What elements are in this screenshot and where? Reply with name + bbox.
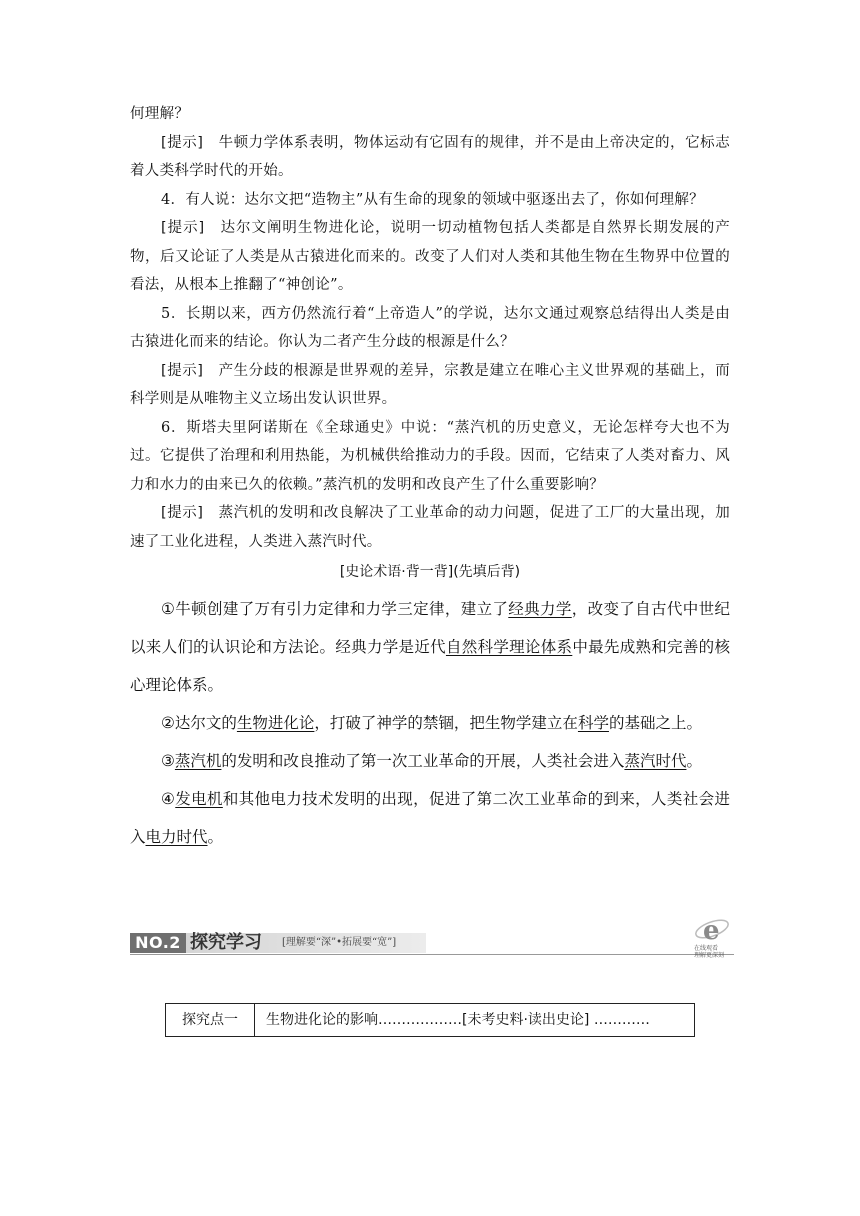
explore-point-topic: 生物进化论的影响………………[未考史料·读出史论] ………… bbox=[266, 1012, 650, 1028]
banner-title: 探究学习 bbox=[190, 932, 262, 953]
svg-text:e: e bbox=[703, 916, 720, 946]
answer-hint bbox=[130, 214, 730, 300]
document-body bbox=[130, 100, 730, 856]
hint-label: [提示] bbox=[161, 505, 204, 521]
hint-text: 产生分歧的根源是世界观的差异，宗教是建立在唯心主义世界观的基础上，而科学则是从唯物主义立场出发认识世界。 bbox=[130, 362, 730, 407]
banner-divider bbox=[130, 954, 734, 955]
banner-subtitle: [理解要“深”•拓展要“宽”] bbox=[282, 937, 397, 948]
question-5: 5．长期以来，西方仍然流行着“上帝造人”的学说，达尔文通过观察总结得出人类是由古猿进化而来的结论。你认为二者产生分歧的根源是什么？ bbox=[130, 305, 730, 350]
blank-answer: 自然科学理论体系 bbox=[445, 638, 573, 656]
banner-number: NO.2 bbox=[130, 933, 186, 953]
blank-answer: 蒸汽机 bbox=[174, 752, 222, 770]
recite-item-2: ②达尔文的生物进化论，打破了神学的禁锢，把生物学建立在科学的基础之上。 bbox=[161, 714, 702, 732]
hint-text: 蒸汽机的发明和改良解决了工业革命的动力问题，促进了工厂的大量出现，加速了工业化进程，人类进入蒸汽时代。 bbox=[130, 505, 730, 550]
blank-answer: 电力时代 bbox=[145, 828, 208, 846]
answer-hint bbox=[130, 499, 730, 556]
question-4: 4．有人说：达尔文把“造物主”从有生命的现象的领域中驱逐出去了，你如何理解？ bbox=[161, 191, 704, 208]
answer-hint bbox=[130, 357, 730, 414]
logo-caption: 在线观看 理解更深刻 bbox=[694, 945, 725, 959]
blank-answer: 发电机 bbox=[175, 790, 223, 808]
hint-label: [提示] bbox=[161, 220, 205, 236]
explore-point-label: 探究点一 bbox=[166, 1004, 255, 1036]
answer-hint bbox=[130, 129, 730, 186]
blank-answer: 生物进化论 bbox=[236, 714, 315, 732]
section-title: [史论术语·背一背](先填后背) bbox=[339, 564, 521, 580]
hint-text: 牛顿力学体系表明，物体运动有它固有的规律，并不是由上帝决定的，它标志着人类科学时代的开始。 bbox=[130, 134, 730, 179]
question-6: 6．斯塔夫里阿诺斯在《全球通史》中说：“蒸汽机的历史意义，无论怎样夸大也不为过。它提供了治理和利用热能，为机械供给推动力的手段。因而，它结束了人类对畜力、风力和水力的由来已久的依赖。”蒸汽机的发明和改良产生了什么重要影响？ bbox=[130, 419, 730, 493]
hint-label: [提示] bbox=[161, 362, 204, 379]
recite-item-1: ①牛顿创建了万有引力定律和力学三定律，建立了经典力学，改变了自古代中世纪以来人们的认识论和方法论。经典力学是近代自然科学理论体系中最先成熟和完善的核心理论体系。 bbox=[130, 600, 730, 694]
blank-answer: 蒸汽时代 bbox=[624, 752, 687, 770]
section-banner bbox=[130, 916, 734, 962]
blank-answer: 科学 bbox=[577, 714, 609, 732]
hint-text: 达尔文阐明生物进化论，说明一切动植物包括人类都是自然界长期发展的产物，后又论证了人类是从古猿进化而来的。改变了人们对人类和其他生物在生物界中位置的看法，从根本上推翻了“神创论”。 bbox=[130, 220, 730, 293]
blank-answer: 经典力学 bbox=[508, 600, 572, 618]
hint-label: [提示] bbox=[161, 134, 204, 151]
recite-item-3: ③蒸汽机的发明和改良推动了第一次工业革命的开展，人类社会进入蒸汽时代。 bbox=[161, 752, 702, 770]
explore-point-table bbox=[165, 1003, 695, 1037]
recite-item-4: ④发电机和其他电力技术发明的出现，促进了第二次工业革命的到来，人类社会进入电力时代。 bbox=[130, 790, 730, 846]
question-continuation: 何理解？ bbox=[130, 106, 190, 122]
